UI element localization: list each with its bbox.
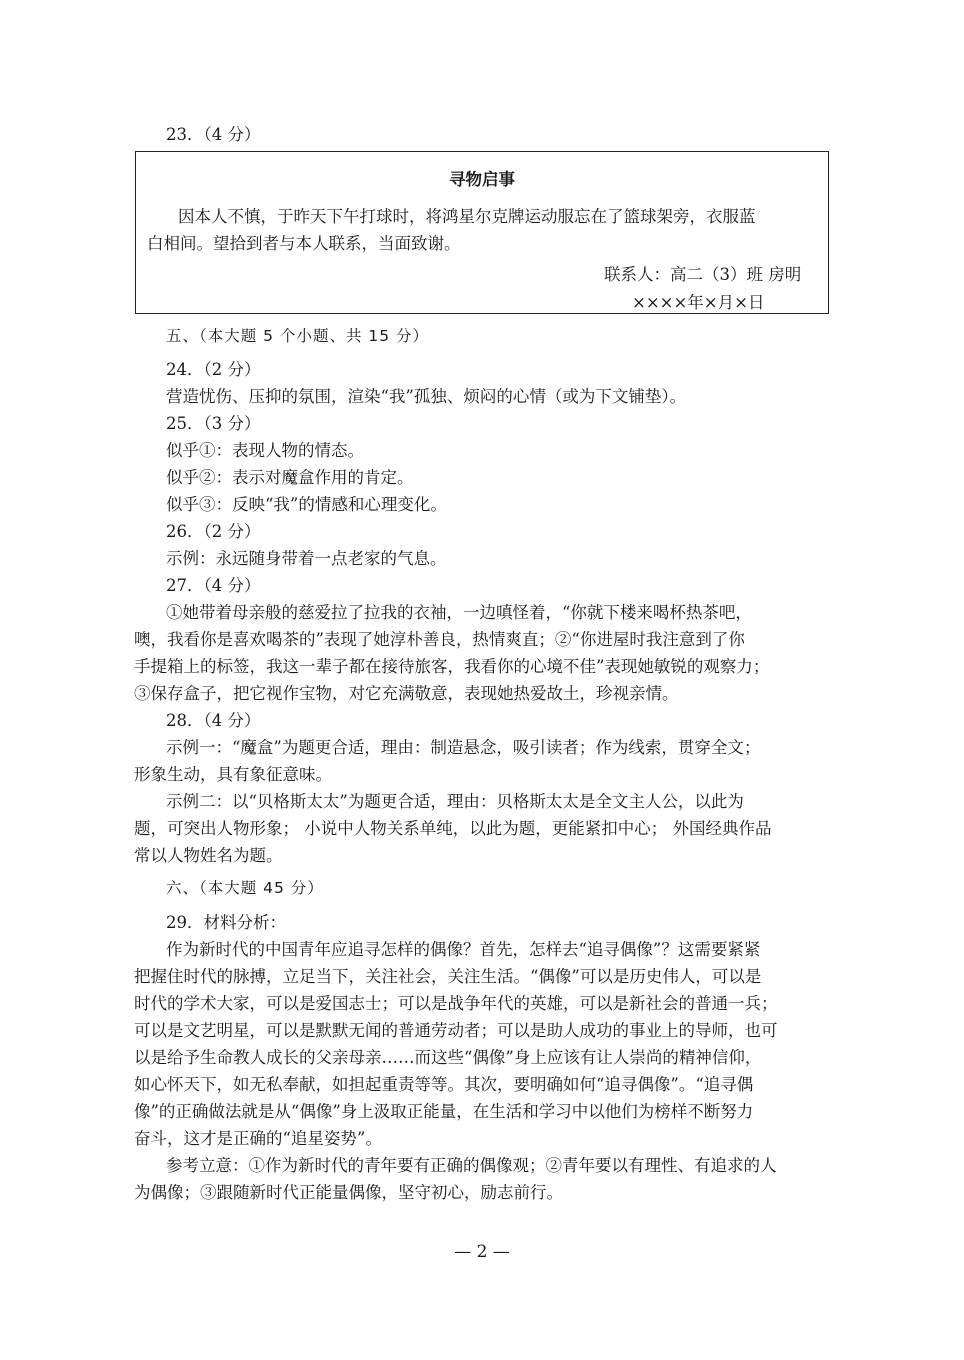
q29-line-7: 像”的正确做法就是从“偶像”身上汲取正能量，在生活和学习中以他们为榜样不断努力 <box>134 1102 754 1121</box>
q29-line-2: 把握住时代的脉搏，立足当下，关注社会，关注生活。“偶像”可以是历史伟人，可以是 <box>134 967 762 986</box>
q28-line-1: 示例一：“魔盒”为题更合适，理由：制造悬念，吸引读者；作为线索，贯穿全文； <box>166 738 761 757</box>
q26-header: 26．（2 分） <box>166 522 261 541</box>
q29-line-1: 作为新时代的中国青年应追寻怎样的偶像？首先，怎样去“追寻偶像”？这需要紧紧 <box>166 940 761 959</box>
notice-title: 寻物启事 <box>449 170 515 189</box>
notice-date: ××××年×月×日 <box>632 293 765 312</box>
q29-line-8: 奋斗，这才是正确的“追星姿势”。 <box>134 1129 382 1148</box>
section-6-heading: 六、（本大题 45 分） <box>166 879 324 897</box>
q29-line-3: 时代的学术大家，可以是爱国志士；可以是战争年代的英雄，可以是新社会的普通一兵； <box>134 994 778 1013</box>
q27-line-2: 噢，我看你是喜欢喝茶的”表现了她淳朴善良，热情爽直；②“你进屋时我注意到了你 <box>134 630 745 649</box>
notice-line-2: 白相间。望拾到者与本人联系，当面致谢。 <box>147 234 461 253</box>
q24-header: 24．（2 分） <box>166 360 261 379</box>
q27-header: 27．（4 分） <box>166 576 261 595</box>
q26-answer: 示例：永远随身带着一点老家的气息。 <box>166 549 447 568</box>
q23-header: 23．（4 分） <box>166 125 261 144</box>
q29-line-10: 为偶像；③跟随新时代正能量偶像，坚守初心，励志前行。 <box>134 1183 563 1202</box>
q24-answer: 营造忧伤、压抑的氛围，渲染“我”孤独、烦闷的心情（或为下文铺垫）。 <box>166 387 687 406</box>
q28-line-2: 形象生动，具有象征意味。 <box>134 765 332 784</box>
notice-contact: 联系人：高二（3）班 房明 <box>604 265 802 284</box>
q28-line-5: 常以人物姓名为题。 <box>134 846 283 865</box>
q29-line-9: 参考立意：①作为新时代的青年要有正确的偶像观；②青年要以有理性、有追求的人 <box>166 1156 777 1175</box>
q27-line-3: 手提箱上的标签，我这一辈子都在接待旅客，我看你的心境不佳”表现她敏锐的观察力； <box>134 657 770 676</box>
q29-line-4: 可以是文艺明星，可以是默默无闻的普通劳动者；可以是助人成功的事业上的导师，也可 <box>134 1021 778 1040</box>
notice-line-1: 因本人不慎，于昨天下午打球时，将鸿星尔克牌运动服忘在了篮球架旁，衣服蓝 <box>178 207 756 226</box>
section-5-heading: 五、（本大题 5 个小题、共 15 分） <box>166 327 430 345</box>
q25-header: 25．（3 分） <box>166 414 261 433</box>
q25-answer-1: 似乎①：表现人物的情态。 <box>166 441 364 460</box>
q28-header: 28．（4 分） <box>166 711 261 730</box>
q29-line-6: 如心怀天下，如无私奉献，如担起重责等等。其次，要明确如何“追寻偶像”。“追寻偶 <box>134 1075 754 1094</box>
q29-header: 29．材料分析： <box>166 913 286 932</box>
q28-line-4: 题，可突出人物形象； 小说中人物关系单纯，以此为题，更能紧扣中心； 外国经典作品 <box>134 819 772 838</box>
q27-line-1: ①她带着母亲般的慈爱拉了拉我的衣袖，一边嗔怪着，“你就下楼来喝杯热茶吧， <box>166 603 752 622</box>
q25-answer-3: 似乎③：反映“我”的情感和心理变化。 <box>166 495 447 514</box>
q28-line-3: 示例二：以“贝格斯太太”为题更合适，理由：贝格斯太太是全文主人公，以此为 <box>166 792 744 811</box>
q29-line-5: 以是给予生命教人成长的父亲母亲……而这些“偶像”身上应该有让人崇尚的精神信仰， <box>134 1048 762 1067</box>
page-number: — 2 — <box>454 1242 510 1262</box>
q27-line-4: ③保存盒子，把它视作宝物，对它充满敬意，表现她热爱故土，珍视亲情。 <box>134 684 679 703</box>
q25-answer-2: 似乎②：表示对魔盒作用的肯定。 <box>166 468 414 487</box>
